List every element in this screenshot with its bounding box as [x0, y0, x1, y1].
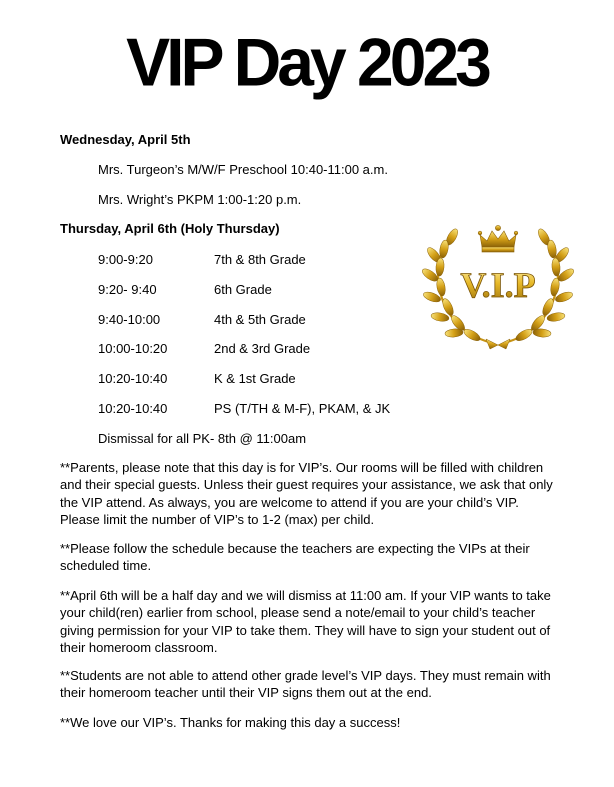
note-paragraph: **Students are not able to attend other grade level’s VIP days. They must remain with their homeroom teacher until their VIP signs them out at the end.	[60, 668, 551, 701]
schedule-group: PS (T/TH & M-F), PKAM, & JK	[214, 401, 391, 416]
page-title: VIP Day 2023	[126, 24, 488, 100]
wednesday-item: Mrs. Wright’s PKPM 1:00-1:20 p.m.	[98, 192, 302, 207]
note-paragraph: **Parents, please note that this day is for VIP’s. Our rooms will be filled with children and their special guests. Unless their guest requires your assistance, we ask that only the VIP attend. As always, you are welcome to attend if you are your child’s VIP. Please limit the number of VIP’s to 1-2 (max) per child.	[60, 460, 553, 527]
crown-icon	[478, 225, 518, 252]
thursday-heading: Thursday, April 6th (Holy Thursday)	[60, 221, 280, 236]
schedule-group: 4th & 5th Grade	[214, 312, 306, 327]
schedule-time: 9:20- 9:40	[98, 282, 157, 297]
schedule-time: 9:00-9:20	[98, 252, 153, 267]
schedule-time: 10:20-10:40	[98, 401, 168, 416]
schedule-time: 9:40-10:00	[98, 312, 161, 327]
schedule-time: 10:20-10:40	[98, 371, 168, 386]
vip-logo-text: V.I.P	[460, 265, 536, 305]
vip-laurel-crown-icon	[422, 215, 574, 355]
note-paragraph: **April 6th will be a half day and we will dismiss at 11:00 am. If your VIP wants to take your child(ren) earlier from school, please send a note/email to your child’s teacher giving permission for your VIP to take them. They will have to sign your student out of their homeroom classroom.	[60, 588, 551, 655]
schedule-group: 2nd & 3rd Grade	[214, 341, 311, 356]
note-paragraph: **Please follow the schedule because the teachers are expecting the VIPs at their scheduled time.	[60, 541, 530, 574]
schedule-time: 10:00-10:20	[98, 341, 168, 356]
schedule-group: 7th & 8th Grade	[214, 252, 306, 267]
wednesday-heading: Wednesday, April 5th	[60, 132, 191, 147]
wednesday-item: Mrs. Turgeon’s M/W/F Preschool 10:40-11:00 a.m.	[98, 162, 388, 177]
note-paragraph: **We love our VIP’s. Thanks for making this day a success!	[60, 715, 401, 730]
schedule-group: 6th Grade	[214, 282, 272, 297]
schedule-group: K & 1st Grade	[214, 371, 296, 386]
dismissal-note: Dismissal for all PK- 8th @ 11:00am	[98, 431, 307, 446]
